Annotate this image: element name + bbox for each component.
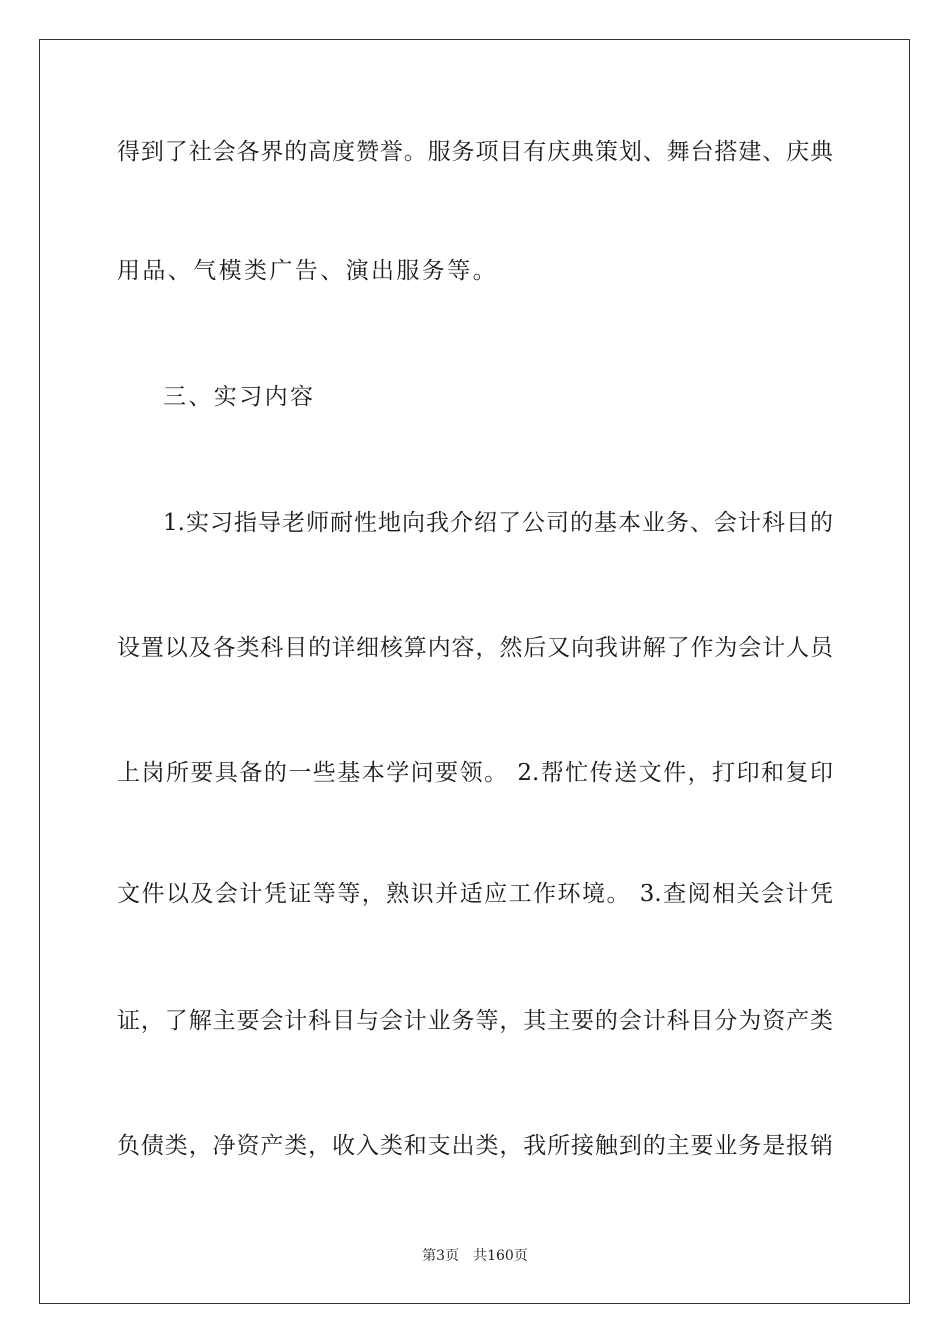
body-text-line: 得到了社会各界的高度赞誉。服务项目有庆典策划、舞台搭建、庆典	[117, 139, 833, 165]
body-text-line: 上岗所要具备的一些基本学问要领。 2.帮忙传送文件，打印和复印	[117, 760, 833, 786]
page-total: 共160页	[473, 1248, 528, 1264]
body-text-line: 用品、气模类广告、演出服务等。	[117, 258, 498, 284]
page-number: 第3页	[422, 1248, 460, 1264]
body-text-line: 文件以及会计凭证等等，熟识并适应工作环境。 3.查阅相关会计凭	[117, 881, 833, 907]
page-border	[39, 39, 910, 1304]
body-text-line: 证，了解主要会计科目与会计业务等，其主要的会计科目分为资产类	[117, 1008, 833, 1034]
section-heading: 三、实习内容	[163, 384, 316, 410]
body-text-line: 负债类，净资产类，收入类和支出类，我所接触到的主要业务是报销	[117, 1133, 833, 1159]
page-footer	[0, 1247, 950, 1265]
body-text-line: 设置以及各类科目的详细核算内容，然后又向我讲解了作为会计人员	[117, 635, 833, 661]
body-text-line: 1.实习指导老师耐性地向我介绍了公司的基本业务、会计科目的	[163, 510, 833, 536]
